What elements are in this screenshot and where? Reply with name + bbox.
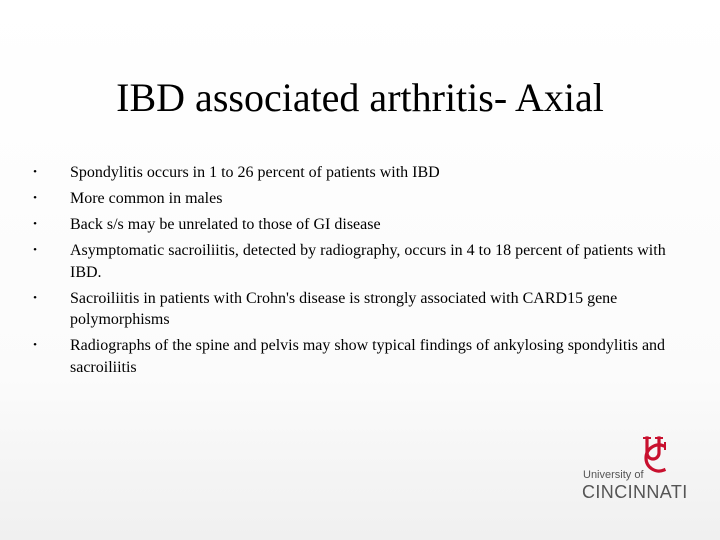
slide-title: IBD associated arthritis- Axial: [116, 75, 604, 120]
bullet-text: More common in males: [70, 190, 223, 207]
list-item: [30, 240, 670, 283]
university-of-cincinnati-logo: [582, 434, 694, 508]
bullet-marker: •: [33, 218, 37, 230]
bullet-text: Spondylitis occurs in 1 to 26 percent of patients with IBD: [70, 164, 440, 181]
bullet-marker: •: [33, 166, 37, 178]
bullet-marker: •: [33, 192, 37, 204]
bullet-text: Radiographs of the spine and pelvis may show typical findings of ankylosing spondylitis and sacroiliitis: [70, 337, 666, 376]
bullet-marker: •: [33, 244, 37, 256]
bullet-list: [30, 162, 670, 383]
bullet-marker: •: [33, 291, 37, 304]
list-item: [30, 214, 670, 236]
bullet-text: Back s/s may be unrelated to those of GI disease: [70, 216, 381, 233]
bullet-text: Sacroiliitis in patients with Crohn's disease is strongly associated with CARD15 gene polymorphisms: [70, 289, 618, 328]
bullet-text: Asymptomatic sacroiliitis, detected by radiography, occurs in 4 to 18 percent of patients with IBD.: [70, 242, 666, 281]
bullet-marker: •: [33, 339, 37, 351]
logo-university-text: University of: [583, 469, 644, 481]
list-item: [30, 188, 670, 210]
logo-cincinnati-text: CINCINNATI: [582, 482, 688, 502]
list-item: [30, 288, 670, 331]
list-item: [30, 162, 670, 184]
list-item: [30, 335, 670, 378]
